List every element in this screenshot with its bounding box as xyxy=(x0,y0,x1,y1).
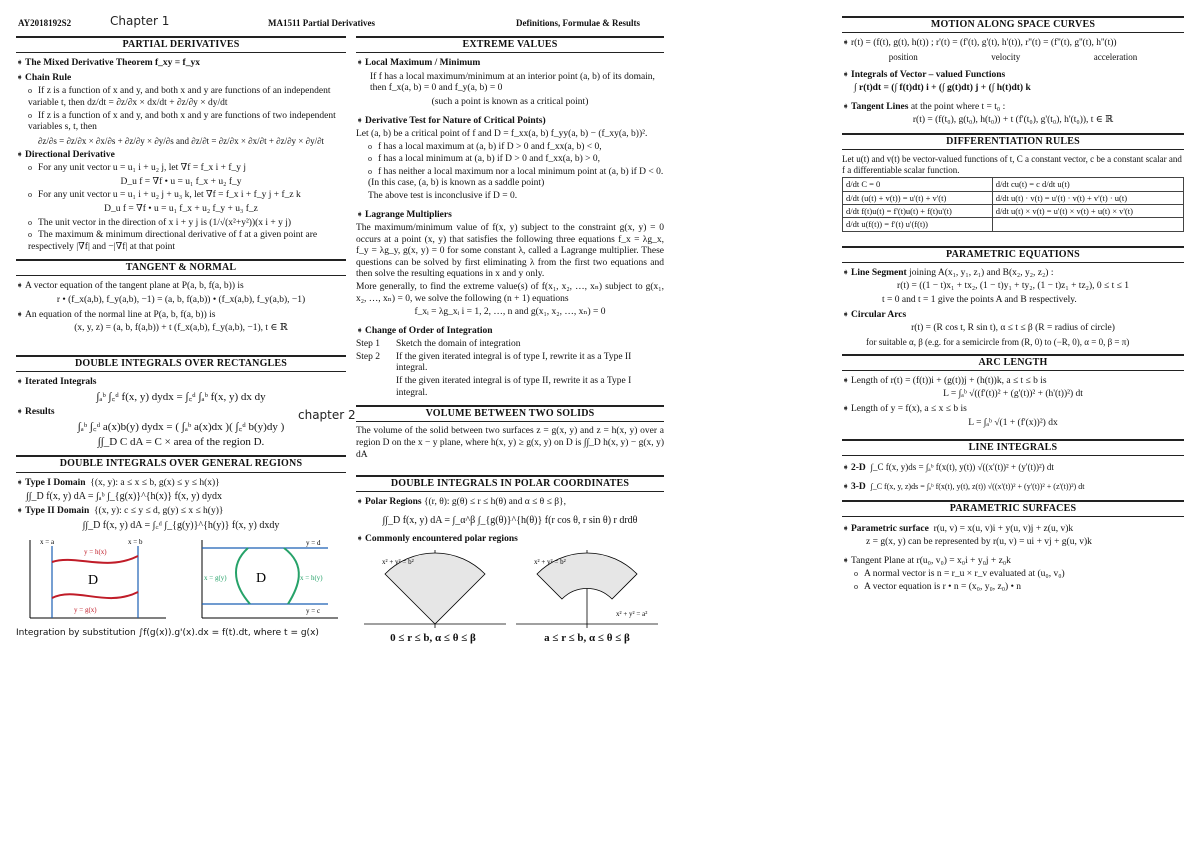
arrow-bullet-icon: ➧ xyxy=(356,57,364,68)
xb-label: x = b xyxy=(128,538,143,547)
domain-figures xyxy=(16,536,346,626)
normal-line-eq: (x, y, z) = (a, b, f(a,b)) + t (f_x(a,b), f_y(a,b), −1), t ∈ ℝ xyxy=(74,323,288,334)
derivative-test-title: Derivative Test for Nature of Critical Points) xyxy=(365,115,546,126)
partial-derivatives-section xyxy=(16,36,346,253)
rect-integrals-section xyxy=(16,355,346,450)
arrow-bullet-icon: ➧ xyxy=(842,554,850,565)
section-heading: LINE INTEGRALS xyxy=(842,439,1184,456)
table-row xyxy=(843,178,1184,191)
g-label: y = g(x) xyxy=(74,606,97,615)
circle-a-label: x² + y² = a² xyxy=(616,609,648,618)
section-heading: DOUBLE INTEGRALS OVER GENERAL REGIONS xyxy=(16,455,346,472)
arrow-bullet-icon: ➧ xyxy=(356,324,364,335)
section-heading: TANGENT & NORMAL xyxy=(16,259,346,276)
type1-title: Type I Domain xyxy=(25,477,86,488)
common-regions-title: Commonly encountered polar regions xyxy=(365,534,518,545)
step2-text: If the given iterated integral is of type I, rewrite it as a Type II integral. xyxy=(396,351,632,374)
vector-integrals-title: Integrals of Vector – valued Functions xyxy=(851,69,1006,80)
position-label: position xyxy=(888,51,918,62)
case-3: o f has neither a local maximum nor a local minimum point at (a, b) if D < 0. (In this case, (a, b) is known as a saddle point) xyxy=(368,167,664,190)
param-surfaces-section xyxy=(842,500,1184,594)
type1-domain-figure xyxy=(16,536,176,624)
normal-line-text: An equation of the normal line at P(a, b, f(a, b)) is xyxy=(25,309,216,320)
volume-text: The volume of the solid between two surfaces z = g(x, y) and z = h(x, y) over a region D on the x − y plane, where h(x, y) ≥ g(x, y) on D is ∫∫_D h(x, y) − g(x, y) dA xyxy=(356,426,664,460)
section-heading: VOLUME BETWEEN TWO SOLIDS xyxy=(356,405,664,422)
section-heading: PARTIAL DERIVATIVES xyxy=(16,36,346,53)
table-row xyxy=(843,204,1184,217)
gy-label: x = g(y) xyxy=(204,574,227,583)
polar-annulus-figure xyxy=(512,548,662,632)
g-curve xyxy=(52,592,138,598)
polar-set: {(r, θ): g(θ) ≤ r ≤ h(θ) and α ≤ θ ≤ β}, xyxy=(423,497,566,508)
arrow-bullet-icon: ➧ xyxy=(842,68,850,79)
results-title: Results xyxy=(25,406,55,417)
deriv-1: Let (a, b) be a critical point of f and D = f_xx(a, b) f_yy(a, b) − (f_xy(a, b))². xyxy=(356,129,648,140)
param-surface-2: z = g(x, y) can be represented by r(u, v) = ui + vj + g(u, v)k xyxy=(866,537,1092,548)
line-segment-text: joining A(x₁, y₁, z₁) and B(x₂, y₂, z₂) : xyxy=(909,267,1054,278)
results-eq2: ∫∫_D C dA = C × area of the region D. xyxy=(97,435,265,448)
local-1: If f has a local maximum/minimum at an interior point (a, b) of its domain, then f_x(a, b) = 0 and f_y(a, b) = 0 xyxy=(370,71,655,94)
type2-eq: ∫∫_D f(x, y) dA = ∫꜀ᵈ ∫_{g(y)}^{h(y)} f(x, y) dxdy xyxy=(82,519,280,531)
general-integrals-section xyxy=(16,455,346,639)
h-label: y = h(x) xyxy=(84,548,107,557)
velocity-label: velocity xyxy=(991,51,1021,62)
dir-1-eq: D_u f = ∇f • u = u₁ f_x + u₂ f_y xyxy=(120,176,242,187)
step1-text: Sketch the domain of integration xyxy=(396,339,521,350)
arc-length-1-eq: L = ∫ₐᵇ √((f'(t))² + (g'(t))² + (h'(t))²) dt xyxy=(943,389,1083,400)
mixed-derivative: The Mixed Derivative Theorem f_xy = f_yx xyxy=(25,58,200,69)
type2-domain-figure xyxy=(188,536,348,624)
vector-integrals-eq: ∫ r(t)dt = (∫ f(t)dt) i + (∫ g(t)dt) j + (∫ h(t)dt) k xyxy=(854,83,1031,94)
tangent-normal-section xyxy=(16,259,346,335)
diff-rules-table xyxy=(842,177,1184,231)
chapter2-note: chapter 2 xyxy=(298,408,356,422)
polar-sector-figure xyxy=(360,548,510,632)
directional-derivative-title: Directional Derivative xyxy=(25,149,115,160)
tangent-plane-text: A vector equation of the tangent plane at P(a, b, f(a, b)) is xyxy=(25,281,244,292)
type2-title: Type II Domain xyxy=(25,506,90,517)
c-label: y = c xyxy=(306,607,321,616)
tangent-plane-normal: o A normal vector is n = r_u × r_v evaluated at (u₀, v₀) xyxy=(854,569,1184,581)
local-2: (such a point is known as a critical point) xyxy=(431,96,589,107)
volume-section xyxy=(356,405,664,461)
chapter1-note: Chapter 1 xyxy=(110,14,170,28)
caption-annulus: a ≤ r ≤ b, α ≤ θ ≤ β xyxy=(544,631,630,644)
substitution-note: Integration by substitution ∫f(g(x)).g'(x).dx = f(t).dt, where t = g(x) xyxy=(16,628,319,639)
circular-arcs-eq: r(t) = (R cos t, R sin t), α ≤ t ≤ β (R = radius of circle) xyxy=(911,323,1115,334)
arc-length-2-eq: L = ∫ₐᵇ √(1 + (f'(x))²) dx xyxy=(968,417,1058,428)
rule-cell: d/dt (u(t) + v(t)) = u'(t) + v'(t) xyxy=(843,191,993,204)
chain-rule-2-eq: ∂z/∂s = ∂z/∂x × ∂x/∂s + ∂z/∂y × ∂y/∂s and ∂z/∂t = ∂z/∂x × ∂x/∂t + ∂z/∂y × ∂y/∂t xyxy=(37,135,325,146)
dir-3: o The unit vector in the direction of x i + y j is (1/√(x²+y²))(x i + y j) xyxy=(28,218,346,230)
region-d-label: D xyxy=(88,573,99,589)
section-heading: EXTREME VALUES xyxy=(356,36,664,53)
arc-length-section xyxy=(842,354,1184,430)
line-segment-note: t = 0 and t = 1 give the points A and B respectively. xyxy=(882,294,1077,305)
lagrange-eq: f_xᵢ = λg_xᵢ i = 1, 2, …, n and g(x₁, x₂, …, xₙ) = 0 xyxy=(414,307,606,318)
table-row xyxy=(843,218,1184,231)
case-1: o f has a local maximum at (a, b) if D > 0 and f_xx(a, b) < 0, xyxy=(368,142,664,154)
g-curve xyxy=(236,548,250,604)
arrow-bullet-icon: ➧ xyxy=(842,480,850,491)
circle-b-label: x² + y² = b² xyxy=(534,557,566,566)
arrow-bullet-icon: ➧ xyxy=(842,266,850,277)
change-order-title: Change of Order of Integration xyxy=(365,325,493,336)
line-2d-key: 2-D xyxy=(851,463,866,474)
rule-cell: d/dt u(t) · v(t) = u'(t) · v(t) + v'(t) · u(t) xyxy=(992,191,1183,204)
h-curve xyxy=(284,548,299,604)
arrow-bullet-icon: ➧ xyxy=(16,375,24,386)
rule-cell: d/dt u(t) × v(t) = u'(t) × v(t) + u(t) × v'(t) xyxy=(992,204,1183,217)
results-eq: ∫ₐᵇ ∫꜀ᵈ a(x)b(y) dydx = ( ∫ₐᵇ a(x)dx )( ∫꜀ᵈ b(y)dy ) xyxy=(77,420,285,433)
xa-label: x = a xyxy=(40,538,55,547)
tangent-plane-surface: Tangent Plane at r(u₀, v₀) = x₀i + y₀j + z₀k xyxy=(851,555,1011,566)
left-column xyxy=(16,32,346,645)
section-heading: DOUBLE INTEGRALS IN POLAR COORDINATES xyxy=(356,475,664,492)
iterated-eq: ∫ₐᵇ ∫꜀ᵈ f(x, y) dydx = ∫꜀ᵈ ∫ₐᵇ f(x, y) dx dy xyxy=(96,390,266,403)
diff-intro: Let u(t) and v(t) be vector-valued functions of t, C a constant vector, c be a constant scalar and f a differentiable scalar function. xyxy=(842,154,1182,176)
motion-section xyxy=(842,16,1184,127)
tangent-lines-eq: r(t) = (f(t₀), g(t₀), h(t₀)) + t (f'(t₀), g'(t₀), h'(t₀)), t ∈ ℝ xyxy=(912,115,1114,126)
rule-cell: d/dt cu(t) = c d/dt u(t) xyxy=(992,178,1183,191)
param-eq-section xyxy=(842,246,1184,348)
polar-figures xyxy=(356,548,664,632)
chain-rule-title: Chain Rule xyxy=(25,72,72,83)
line-3d-key: 3-D xyxy=(851,481,866,492)
dir-2-eq: D_u f = ∇f • u = u₁ f_x + u₂ f_y + u₃ f_z xyxy=(104,203,258,214)
arrow-bullet-icon: ➧ xyxy=(16,71,24,82)
right-column xyxy=(842,12,1184,600)
arrow-bullet-icon: ➧ xyxy=(842,308,850,319)
polar-eq: ∫∫_D f(x, y) dA = ∫_α^β ∫_{g(θ)}^{h(θ)} f(r cos θ, r sin θ) r drdθ xyxy=(382,514,638,526)
arrow-bullet-icon: ➧ xyxy=(356,114,364,125)
arrow-bullet-icon: ➧ xyxy=(16,148,24,159)
extreme-values-section xyxy=(356,36,664,319)
polar-section xyxy=(356,475,664,645)
arrow-bullet-icon: ➧ xyxy=(842,374,850,385)
arrow-bullet-icon: ➧ xyxy=(16,505,24,516)
arrow-bullet-icon: ➧ xyxy=(842,462,850,473)
line-3d-eq: ∫_C f(x, y, z)ds = ∫ₐᵇ f(x(t), y(t), z(t)) √((x'(t))² + (y'(t))² + (z'(t))²) dt xyxy=(870,481,1085,491)
section-heading: MOTION ALONG SPACE CURVES xyxy=(842,16,1184,33)
table-row xyxy=(843,191,1184,204)
tangent-plane-eq: r • (f_x(a,b), f_y(a,b), −1) = (a, b, f(a,b)) • (f_x(a,b), f_y(a,b), −1) xyxy=(56,295,306,306)
rule-cell: d/dt f(t)u(t) = f'(t)u(t) + f(t)u'(t) xyxy=(843,204,993,217)
line-integrals-section xyxy=(842,439,1184,493)
lagrange-2: More generally, to find the extreme value(s) of f(x₁, x₂, …, xₙ) subject to g(x₁, x₂, …, xₙ) = 0, we solve the following (n + 1) equations xyxy=(356,282,664,304)
lagrange-1: The maximum/minimum value of f(x, y) subject to the constraint g(x, y) = 0 occurs at a point (x, y) that satisfies the following three equations f_x = λg_x, f_y = λg_y, g(x, y) = 0 for some constant λ, called a Lagrange multiplier. These questions can be solved by first eliminating λ from the first two equations and then solve the resulting equations in x and y only. xyxy=(356,223,664,280)
arc-length-1: Length of r(t) = (f(t))i + (g(t))j + (h(t))k, a ≤ t ≤ b is xyxy=(851,375,1047,386)
polar-regions-title: Polar Regions xyxy=(365,497,422,508)
d-label: y = d xyxy=(306,539,321,548)
motion-eq: r(t) = (f(t), g(t), h(t)) ; r'(t) = (f'(t), g'(t), h'(t)), r''(t) = (f''(t), g''(t), h''(t)) xyxy=(851,38,1117,49)
arrow-bullet-icon: ➧ xyxy=(16,280,24,291)
arrow-bullet-icon: ➧ xyxy=(842,37,850,48)
motion-labels xyxy=(842,52,1184,63)
arc-length-2: Length of y = f(x), a ≤ x ≤ b is xyxy=(851,404,967,414)
step1-key: Step 1 xyxy=(356,339,381,350)
line-2d-eq: ∫_C f(x, y)ds = ∫ₐᵇ f(x(t), y(t)) √((x'(t))² + (y'(t))²) dt xyxy=(870,462,1054,473)
hy-label: x = h(y) xyxy=(300,574,323,583)
rule-cell: d/dt C = 0 xyxy=(843,178,993,191)
chain-rule-1: o If z is a function of x and y, and both x and y are functions of an independent variable t, then dz/dt = ∂z/∂x × dx/dt + ∂z/∂y × dy/dt xyxy=(28,86,346,109)
acceleration-label: acceleration xyxy=(1093,51,1138,62)
circular-arcs-title: Circular Arcs xyxy=(851,309,907,320)
case-2: o f has a local minimum at (a, b) if D > 0 and f_xx(a, b) > 0, xyxy=(368,154,664,166)
local-max-min-title: Local Maximum / Minimum xyxy=(365,58,481,69)
change-order-section xyxy=(356,325,664,399)
step2-alt: If the given iterated integral is of type II, rewrite it as a Type I integral. xyxy=(396,376,632,398)
h-curve xyxy=(52,556,138,563)
arrow-bullet-icon: ➧ xyxy=(16,57,24,68)
arrow-bullet-icon: ➧ xyxy=(356,496,364,507)
doc-title: Definitions, Formulae & Results xyxy=(516,18,640,28)
dir-2: o For any unit vector u = u₁ i + u₂ j + u₃ k, let ∇f = f_x i + f_y j + f_z k xyxy=(28,190,346,202)
dir-4: o The maximum & minimum directional derivative of f at a given point are respectively |∇f| and −|∇f| at that point xyxy=(28,230,346,253)
arrow-bullet-icon: ➧ xyxy=(356,208,364,219)
step2-key: Step 2 xyxy=(356,351,381,362)
academic-year: AY2018192S2 xyxy=(18,18,72,28)
arrow-bullet-icon: ➧ xyxy=(16,405,24,416)
arrow-bullet-icon: ➧ xyxy=(842,522,850,533)
diff-rules-section xyxy=(842,133,1184,232)
section-heading: DIFFERENTIATION RULES xyxy=(842,133,1184,150)
case-4: The above test is inconclusive if D = 0. xyxy=(368,190,518,201)
arrow-bullet-icon: ➧ xyxy=(16,308,24,319)
circular-arcs-note: for suitable α, β (e.g. for a semicircle from (R, 0) to (−R, 0), α = 0, β = π) xyxy=(866,336,1130,347)
type2-set: {(x, y): c ≤ y ≤ d, g(y) ≤ x ≤ h(y)} xyxy=(93,506,224,517)
section-heading: PARAMETRIC EQUATIONS xyxy=(842,246,1184,263)
line-segment-eq: r(t) = ((1 − t)x₁ + tx₂, (1 − t)y₁ + ty₂, (1 − t)z₁ + tz₂), 0 ≤ t ≤ 1 xyxy=(897,281,1129,292)
type1-set: {(x, y): a ≤ x ≤ b, g(x) ≤ y ≤ h(x)} xyxy=(90,477,220,488)
iterated-integrals-title: Iterated Integrals xyxy=(25,376,97,387)
middle-column xyxy=(356,32,664,651)
polar-captions xyxy=(356,632,664,645)
course-title: MA1511 Partial Derivatives xyxy=(268,18,375,28)
arrow-bullet-icon: ➧ xyxy=(842,100,850,111)
line-segment-title: Line Segment xyxy=(851,267,907,278)
rule-cell xyxy=(992,218,1183,231)
type1-eq: ∫∫_D f(x, y) dA = ∫ₐᵇ ∫_{g(x)}^{h(x)} f(x, y) dydx xyxy=(26,491,223,503)
arrow-bullet-icon: ➧ xyxy=(16,476,24,487)
lagrange-title: Lagrange Multipliers xyxy=(365,209,452,220)
param-surface-title: Parametric surface xyxy=(851,523,929,534)
section-heading: ARC LENGTH xyxy=(842,354,1184,371)
tangent-lines-title: Tangent Lines xyxy=(851,101,909,112)
chain-rule-2: o If z is a function of x and y, and both x and y are functions of two independent variables s, t, then xyxy=(28,111,346,134)
region-d-label: D xyxy=(256,571,267,587)
section-heading: PARAMETRIC SURFACES xyxy=(842,500,1184,517)
tangent-plane-vector-eq: o A vector equation is r • n = (x₀, y₀, z₀) • n xyxy=(854,582,1184,594)
rule-cell: d/dt u(f(t)) = f'(t) u'(f(t)) xyxy=(843,218,993,231)
section-heading: DOUBLE INTEGRALS OVER RECTANGLES xyxy=(16,355,346,372)
caption-sector: 0 ≤ r ≤ b, α ≤ θ ≤ β xyxy=(390,631,476,644)
param-surface-eq: r(u, v) = x(u, v)i + y(u, v)j + z(u, v)k xyxy=(933,523,1074,534)
arrow-bullet-icon: ➧ xyxy=(356,533,364,544)
circle-b-label: x² + y² = b² xyxy=(382,557,414,566)
dir-1: o For any unit vector u = u₁ i + u₂ j, let ∇f = f_x i + f_y j xyxy=(28,163,346,175)
tangent-lines-text: at the point where t = t₀ : xyxy=(910,101,1006,112)
arrow-bullet-icon: ➧ xyxy=(842,403,850,413)
